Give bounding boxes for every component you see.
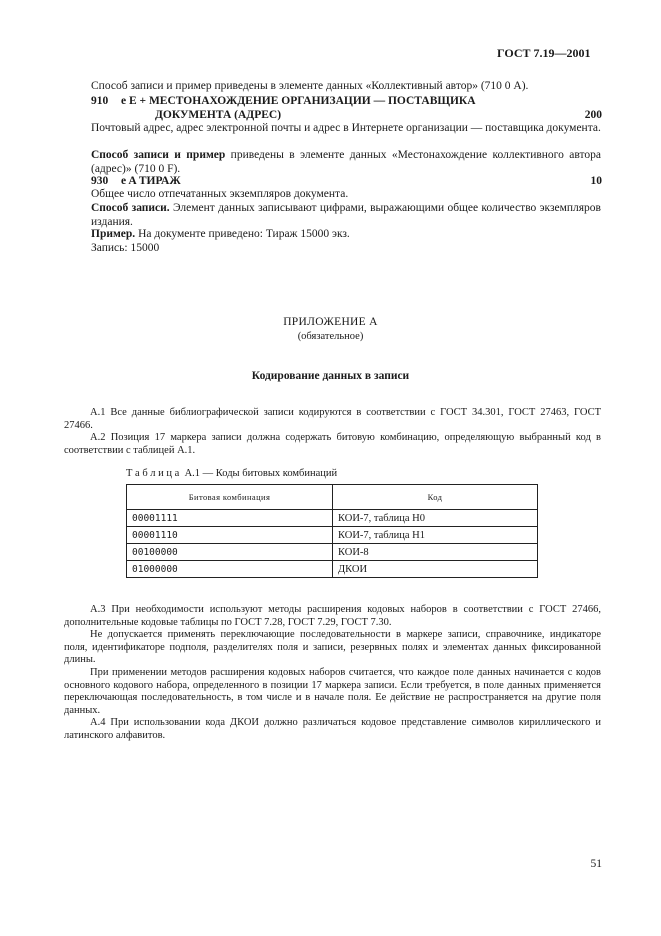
field-930-code: 930 xyxy=(91,175,109,187)
paragraph-method-710: Способ записи и пример приведены в элементе данных «Коллективный автор» (710 0 А). xyxy=(91,80,529,92)
paragraph-method-930 xyxy=(91,202,601,229)
method-label: Способ записи и пример xyxy=(91,149,226,161)
field-930-title: e A ТИРАЖ xyxy=(121,175,181,187)
table-row xyxy=(127,527,538,544)
column-header-bits: Битовая комбинация xyxy=(127,485,333,510)
paragraph-example xyxy=(91,228,601,242)
column-header-code: Код xyxy=(333,485,538,510)
cell-code: КОИ-7, таблица Н1 xyxy=(333,527,538,544)
cell-bits: 01000000 xyxy=(127,561,333,578)
table-header-row xyxy=(127,485,538,510)
field-910-code: 910 xyxy=(91,95,109,107)
example-label: Пример. xyxy=(91,228,136,240)
table-caption xyxy=(126,467,526,481)
paragraph-a3-extension: При применении методов расширения кодовых наборов считается, что каждое поле данных начинается с кодов основного кодового набора, определенного в позиции 17 маркера записи. Если требуется, в поле данных применяется переключающая последовательность, в том числе и в начале поля. Ее действие не распространяется на другие поля данных. xyxy=(64,667,601,716)
paragraph-total-copies: Общее число отпечатанных экземпляров документа. xyxy=(91,188,349,200)
cell-code: КОИ-8 xyxy=(333,544,538,561)
cell-bits: 00001110 xyxy=(127,527,333,544)
record-line: Запись: 15000 xyxy=(91,242,160,254)
table-row xyxy=(127,561,538,578)
method-text: приведены в элементе данных «Местонахождение коллективного автора (адрес)» (710 0 F). xyxy=(91,149,601,175)
cell-code: ДКОИ xyxy=(333,561,538,578)
paragraph-a3-switching: Не допускается применять переключающие последовательности в маркере записи, справочнике, индикаторе поля, идентификаторе подполя, разделителях поля и записи, резервных полях и элементах данных фиксированной длины. xyxy=(64,629,601,665)
table-row xyxy=(127,544,538,561)
document-code: ГОСТ 7.19—2001 xyxy=(497,46,591,60)
cell-bits: 00001111 xyxy=(127,510,333,527)
appendix-heading: Кодирование данных в записи xyxy=(251,370,410,382)
codes-table xyxy=(126,484,538,578)
paragraph-a3: А.3 При необходимости используют методы расширения кодовых наборов в соответствии с ГОСТ 27466, дополнительные кодовые таблицы по ГОСТ 7.28, ГОСТ 7.29, ГОСТ 7.30. xyxy=(64,604,601,628)
method2-text: Элемент данных записывают цифрами, выражающими общее количество экземпляров издания. xyxy=(91,202,601,228)
field-910-title: e E + МЕСТОНАХОЖДЕНИЕ ОРГАНИЗАЦИИ — ПОСТАВЩИКА xyxy=(121,95,476,107)
table-caption-text: А.1 — Коды битовых комбинаций xyxy=(184,468,338,479)
postal-text: Почтовый адрес, адрес электронной почты и адрес в Интернете организации — поставщика документа. xyxy=(91,122,601,134)
field-910-title-cont: ДОКУМЕНТА (АДРЕС) xyxy=(155,109,282,121)
paragraph-a2: А.2 Позиция 17 маркера записи должна содержать битовую комбинацию, определяющую выбранный код в соответствии с таблицей А.1. xyxy=(64,432,601,456)
appendix-title: ПРИЛОЖЕНИЕ А xyxy=(283,316,378,328)
cell-bits: 00100000 xyxy=(127,544,333,561)
method2-label: Способ записи. xyxy=(91,202,170,214)
table-row xyxy=(127,510,538,527)
table-caption-prefix: Т а б л и ц а xyxy=(126,468,180,479)
paragraph-a1: А.1 Все данные библиографической записи кодируются в соответствии с ГОСТ 34.301, ГОСТ 27463, ГОСТ 27466. xyxy=(64,407,601,431)
paragraph-method-address xyxy=(91,149,601,176)
cell-code: КОИ-7, таблица Н0 xyxy=(333,510,538,527)
appendix-subtitle: (обязательное) xyxy=(297,331,364,342)
page-number: 51 xyxy=(590,858,602,870)
example-text: На документе приведено: Тираж 15000 экз. xyxy=(135,228,350,240)
paragraph-a4: А.4 При использовании кода ДКОИ должно различаться кодовое представление символов кириллического и латинского алфавитов. xyxy=(64,717,601,741)
field-930-length: 10 xyxy=(590,175,602,187)
paragraph-postal-address xyxy=(91,122,601,136)
field-910-length: 200 xyxy=(584,109,602,121)
